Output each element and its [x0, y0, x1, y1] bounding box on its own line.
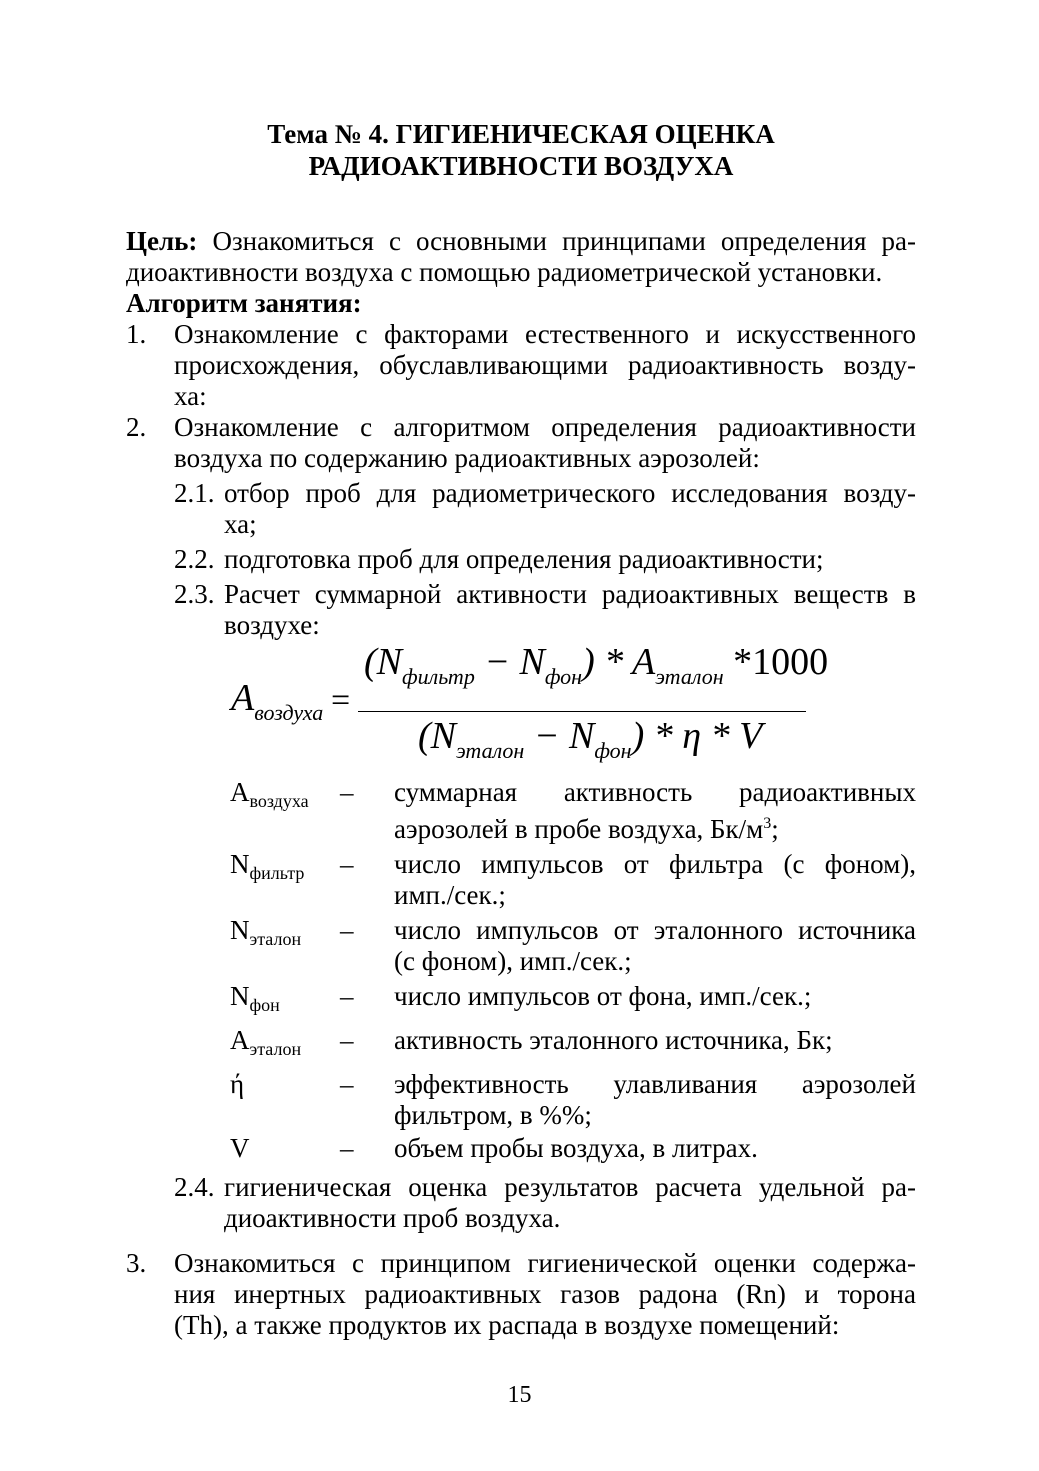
- definition-line: (с фоном), имп./сек.;: [394, 946, 632, 976]
- goal-label: Цель:: [126, 226, 198, 256]
- activity-formula: [126, 641, 916, 777]
- definition-symbol: $N_{фон}$: [230, 981, 280, 1015]
- sub-item-2-4: [174, 1172, 916, 1234]
- goal-line-2: диоактивности воздуха с помощью радиометрической установки.: [126, 257, 883, 287]
- page-title: [126, 118, 916, 182]
- formula-lhs: $A_{воздуха}$: [231, 677, 324, 725]
- list-item-line: воздуха по содержанию радиоактивных аэрозолей:: [174, 443, 760, 473]
- formula-numerator: $(N_{фильтр} - N_{фон}) * A_{эталон}$ *1000: [364, 641, 829, 689]
- definition-symbol: $N_{фильтр}$: [230, 849, 305, 883]
- list-item-number: 2.: [126, 412, 147, 442]
- goal-paragraph: [126, 226, 916, 257]
- definition-symbol: $N_{эталон}$: [230, 915, 302, 949]
- title-line-1: Тема № 4. ГИГИЕНИЧЕСКАЯ ОЦЕНКА: [267, 119, 775, 149]
- definition-line: эффективность улавливания аэрозолей: [394, 1069, 916, 1099]
- definition-eta: [230, 1069, 916, 1131]
- list-item-line: Ознакомиться с принципом гигиенической оценки содержа-: [174, 1248, 916, 1278]
- sub-item-line: воздухе:: [224, 610, 320, 640]
- definition-a-etalon: [230, 1025, 916, 1065]
- page-content: [126, 118, 916, 1341]
- sub-item-line: отбор проб для радиометрического исследования возду-: [224, 478, 916, 508]
- list-item-line: ния инертных радиоактивных газов радона (Rn) и торона: [174, 1279, 916, 1309]
- definition-dash: –: [340, 777, 354, 807]
- definition-dash: –: [340, 1025, 354, 1055]
- list-item-1: [126, 319, 916, 412]
- definition-n-etalon: [230, 915, 916, 977]
- page-number: 15: [507, 1382, 532, 1408]
- definition-symbol: ή: [230, 1069, 245, 1099]
- definitions-list: [230, 777, 916, 1164]
- definition-symbol: $A_{воздуха}$: [230, 777, 309, 811]
- formula-fraction-bar: [358, 711, 806, 712]
- sub-item-number: 2.3.: [174, 579, 215, 609]
- sub-item-2-3: [174, 579, 916, 641]
- list-item-number: 1.: [126, 319, 147, 349]
- definition-dash: –: [340, 849, 354, 879]
- sub-item-line: диоактивности проб воздуха.: [224, 1203, 561, 1233]
- list-item-line: (Th), а также продуктов их распада в воздухе помещений:: [174, 1310, 840, 1340]
- sub-item-number: 2.1.: [174, 478, 215, 508]
- definition-line: объем пробы воздуха, в литрах.: [394, 1133, 758, 1163]
- list-item-3: [126, 1248, 916, 1341]
- definition-dash: –: [340, 981, 354, 1011]
- definition-a-vozdukha: [230, 777, 916, 845]
- definition-n-filtr: [230, 849, 916, 911]
- sub-item-number: 2.4.: [174, 1172, 215, 1202]
- definition-line: аэрозолей в пробе воздуха, $Бк/м^3$;: [394, 814, 779, 844]
- list-item-number: 3.: [126, 1248, 147, 1278]
- definition-symbol: $A_{эталон}$: [230, 1025, 302, 1059]
- definition-line: фильтром, в %%;: [394, 1100, 592, 1130]
- definition-line: активность эталонного источника, Бк;: [394, 1025, 833, 1055]
- algorithm-label: Алгоритм занятия:: [126, 288, 362, 318]
- list-item-line: происхождения, обуславливающими радиоактивность возду-: [174, 350, 916, 380]
- definition-dash: –: [340, 1069, 354, 1099]
- sub-item-number: 2.2.: [174, 544, 215, 574]
- formula-equals: =: [331, 682, 351, 719]
- sub-item-line: Расчет суммарной активности радиоактивных веществ в: [224, 579, 916, 609]
- definition-n-fon: [230, 981, 916, 1021]
- title-line-2: РАДИОАКТИВНОСТИ ВОЗДУХА: [308, 151, 734, 181]
- definition-dash: –: [340, 915, 354, 945]
- list-item-2: [126, 412, 916, 474]
- definition-line: суммарная активность радиоактивных: [394, 777, 916, 807]
- definition-line: число импульсов от фильтра (с фоном),: [394, 849, 916, 879]
- list-item-line: Ознакомление с алгоритмом определения радиоактивности: [174, 412, 916, 442]
- sub-item-line: гигиеническая оценка результатов расчета удельной ра-: [224, 1172, 916, 1202]
- formula-denominator: $(N_{эталон} - N_{фон}) * \eta * V$: [418, 715, 763, 763]
- definition-v: [230, 1133, 916, 1164]
- list-item-line: ха:: [174, 381, 207, 411]
- definition-symbol: V: [230, 1133, 250, 1163]
- sub-item-line: ха;: [224, 509, 257, 539]
- sub-item-2-1: [174, 478, 916, 540]
- sub-item-line: подготовка проб для определения радиоактивности;: [224, 544, 824, 574]
- sub-item-2-2: [174, 544, 916, 575]
- definition-line: имп./сек.;: [394, 880, 506, 910]
- definition-line: число импульсов от эталонного источника: [394, 915, 916, 945]
- definition-line: число импульсов от фона, имп./сек.;: [394, 981, 812, 1011]
- goal-line-1: Ознакомиться с основными принципами определения ра-: [197, 226, 916, 256]
- list-item-line: Ознакомление с факторами естественного и искусственного: [174, 319, 916, 349]
- definition-dash: –: [340, 1133, 354, 1163]
